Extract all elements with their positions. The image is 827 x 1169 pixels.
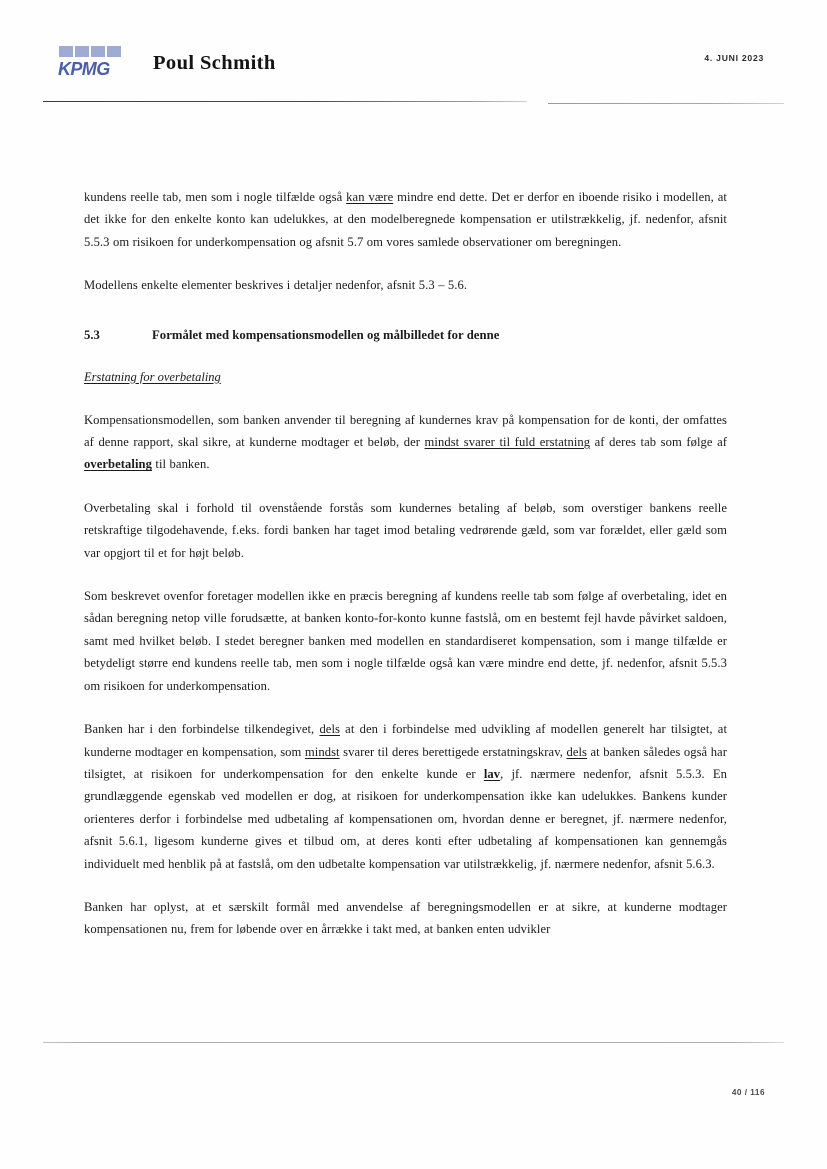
paragraph-6-underline-2: mindst [304,744,340,759]
section-title: Formålet med kompensationsmodellen og målbilledet for denne [152,327,500,342]
section-number: 5.3 [84,327,100,342]
paragraph-1-underline-1: kan være [346,190,394,204]
paragraph-6-seg-1: Banken har i den forbindelse tilkendegivet, [84,722,320,737]
sub-heading: Erstatning for overbetaling [84,369,221,384]
company-name: Poul Schmith [153,51,276,74]
paragraph-6-seg-2: at den i forbindelse med udvikling af modellen generelt har tilsigtet, at kunderne modtager en kompensation, som [84,722,728,759]
paragraph-3-seg-2: af deres tab som følge af [590,435,728,450]
paragraph-6-seg-4: at banken således også har tilsigtet, at risikoen for underkompensation for den enkelte kunde er [84,744,727,781]
header-rule-right [548,103,784,104]
paragraph-6-underline-1: dels [319,722,341,737]
page-header [0,0,827,105]
paragraph-3-seg-3: til banken. [152,457,210,472]
svg-text:KPMG: KPMG [58,59,110,79]
page-number: 40 / 116 [731,1088,765,1097]
footer-rule [43,1042,784,1043]
paragraph-6 [84,718,727,875]
paragraph-6-seg-5: , jf. nærmere nedenfor, afsnit 5.5.3. En grundlæggende egenskab ved modellen er dog, at risikoen for underkompensation ikke kan udelukkes. Bankens kunder orienteres derfor i forbindelse med udbetaling af kompensationen om, hvordan denne er beregnet, jf. nærmere nedenfor, afsnit 5.6.1, ligesom kunderne gives et tilbud om, at deres konti efter udbetaling af kompensationen kan gennemgås individuelt med henblik på at fastslå, om den udbetalte kompensation var utilstrækkelig, jf. nærmere nedenfor, afsnit 5.6.3. [84,766,727,871]
header-rule-left [43,101,527,102]
paragraph-6-seg-3: svarer til deres berettigede erstatningskrav, [339,744,567,759]
paragraph-3-bold-underline-1: overbetaling [84,457,152,472]
paragraph-5: Som beskrevet ovenfor foretager modellen ikke en præcis beregning af kundens reelle tab som følge af overbetaling, idet en sådan beregning netop ville forudsætte, at banken konto-for-konto kunne fastslå, om en bestemt fejl havde påvirket saldoen, samt med hvilket beløb. I stedet beregner banken med modellen en standardiseret kompensation, som i mange tilfælde er betydeligt større end kundens reelle tab, men som i nogle tilfælde også kan være mindre end dette, jf. nedenfor, afsnit 5.5.3 om risikoen for underkompensation. [84,589,727,693]
paragraph-1-seg-1: kundens reelle tab, men som i nogle tilfælde også [84,190,347,204]
section-heading [84,325,727,345]
paragraph-1 [84,186,727,253]
paragraph-6-underline-3: dels [566,744,588,759]
kpmg-logo [57,44,129,82]
paragraph-3-seg-1: Kompensationsmodellen, som banken anvender til beregning af kundernes krav på kompensation for de konti, der omfattes af denne rapport, skal sikre, at kunderne modtager et beløb, der [84,412,727,450]
paragraph-3-underline-1: mindst svarer til fuld erstatning [424,435,591,450]
paragraph-6-bold-underline-1: lav [483,766,501,781]
paragraph-1-seg-2: mindre end dette. Det er derfor en iboende risiko i modellen, at det ikke for den enkelte konto kan udelukkes, at den modelberegnede kompensation er utilstrækkelig, jf. nedenfor, afsnit 5.5.3 om risikoen for underkompensation og afsnit 5.7 om vores samlede observationer om beregningen. [84,190,728,249]
paragraph-2: Modellens enkelte elementer beskrives i detaljer nedenfor, afsnit 5.3 – 5.6. [84,278,468,293]
document-body [84,186,727,962]
paragraph-7: Banken har oplyst, at et særskilt formål med anvendelse af beregningsmodellen er at sikre, at kunderne modtager kompensationen nu, frem for løbende over en årrække i takt med, at banken enten udvikler [84,899,727,937]
paragraph-3 [84,409,727,476]
brand-row [57,44,276,82]
document-date: 4. JUNI 2023 [704,53,764,63]
paragraph-4: Overbetaling skal i forhold til ovenstående forstås som kundernes betaling af beløb, som overstiger bankens reelle retskraftige tilgodehavende, f.eks. fordi banken har taget imod betaling vedrørende gæld, som var forældet, eller gæld som var opgjort til et for højt beløb. [84,500,727,560]
